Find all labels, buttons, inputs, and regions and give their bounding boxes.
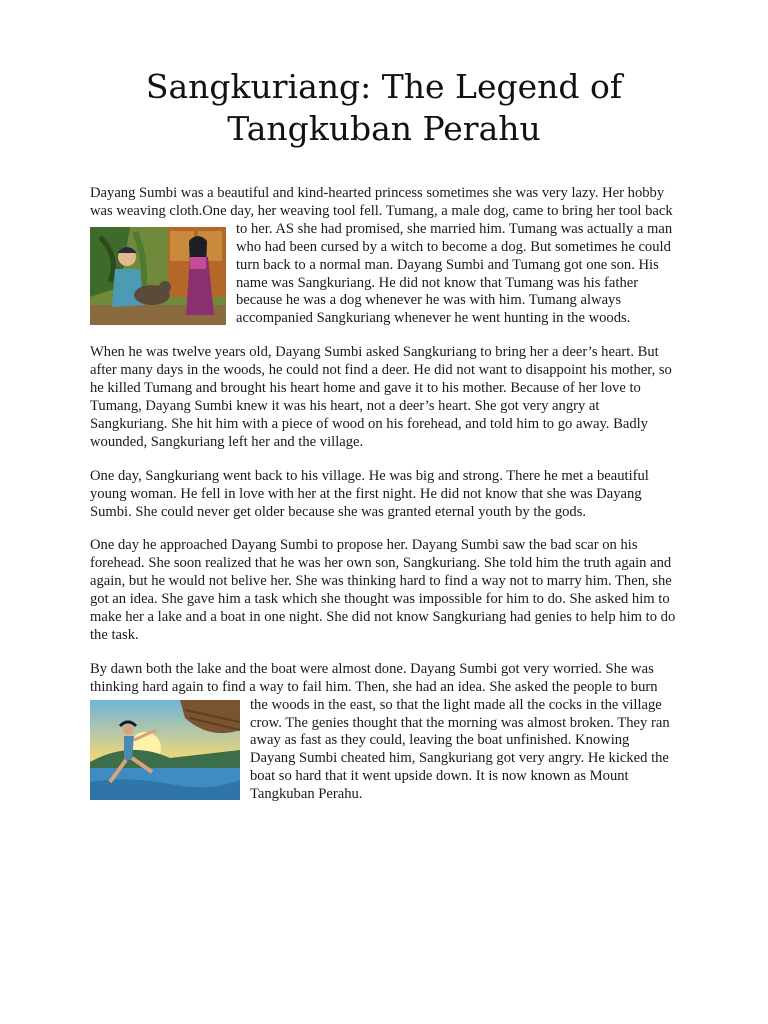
paragraph-1-rest: tool back to her. AS she had promised, she married him. Tumang was actually a man who had been cursed by a witch to become a dog. But sometimes he could turn back to a normal man. Dayang Sumbi and Tumang got one son. His name was Sangkuriang. He did not know that Tumang was his father because he was a dog whenever he was with him. Tumang always accompanied Sangkuriang whenever he went hunting in the woods. — [236, 202, 673, 327]
paragraph-3: One day, Sangkuriang went back to his village. He was big and strong. There he met a beautiful young woman. He fell in love with her at the first night. He did not know that she was Dayang Sumbi. She could never get older because she was granted eternal youth by the gods. — [90, 467, 649, 520]
paragraph-1 — [90, 185, 678, 328]
paragraph-5-lead: By dawn both the lake and the boat were almost done. Dayang Sumbi got very worried. She was thinking hard again to find a way to fail him. Then, she had an idea. She asked the people to burn — [90, 660, 658, 695]
illustration-dayang-sumbi-and-tumang — [90, 227, 226, 325]
paragraph-5-rest: the woods in the east, so that the light made all the cocks in the village crow. The genies thought that the morning was almost broken. They ran away as fast as they could, leaving the boat unfinished. Knowing Dayang Sumbi cheated him, Sangkuriang got very angry. He kicked the boat so hard that it went upside down. It is now known as Mount Tangkuban Perahu. — [250, 696, 670, 803]
paragraph-4: One day he approached Dayang Sumbi to propose her. Dayang Sumbi saw the bad scar on his forehead. She soon realized that he was her own son, Sangkuriang. She told him the truth again and again, but he would not belive her. She was thinking hard to find a way not to marry him. Then, she got an idea. She gave him a task which she thought was impossible for him to do. She asked him to make her a lake and a boat in one night. She did not know Sangkuriang had genies to help him to do the task. — [90, 537, 676, 643]
paragraph-2: When he was twelve years old, Dayang Sumbi asked Sangkuriang to bring her a deer’s heart. But after many days in the woods, he could not find a deer. He did not want to disappoint his mother, so he killed Tumang and brought his heart home and gave it to his mother. Because of her love to Tumang, Dayang Sumbi knew it was his heart, not a deer’s heart. She got very angry at Sangkuriang. She hit him with a piece of wood on his forehead, and told him to go away. Badly wounded, Sangkuriang left her and the village. — [90, 344, 672, 450]
paragraph-5 — [90, 661, 678, 804]
illustration-sangkuriang-kicking-boat — [90, 700, 240, 800]
page-title: Sangkuriang: The Legend of Tangkuban Perahu — [145, 67, 623, 148]
document-body — [90, 185, 678, 820]
paragraph-1-lead: Dayang Sumbi was a beautiful and kind-hearted princess sometimes she was very lazy. Her hobby was weaving cloth.One day, her weaving tool fell. Tumang, a male dog, came to bring her — [90, 185, 665, 219]
